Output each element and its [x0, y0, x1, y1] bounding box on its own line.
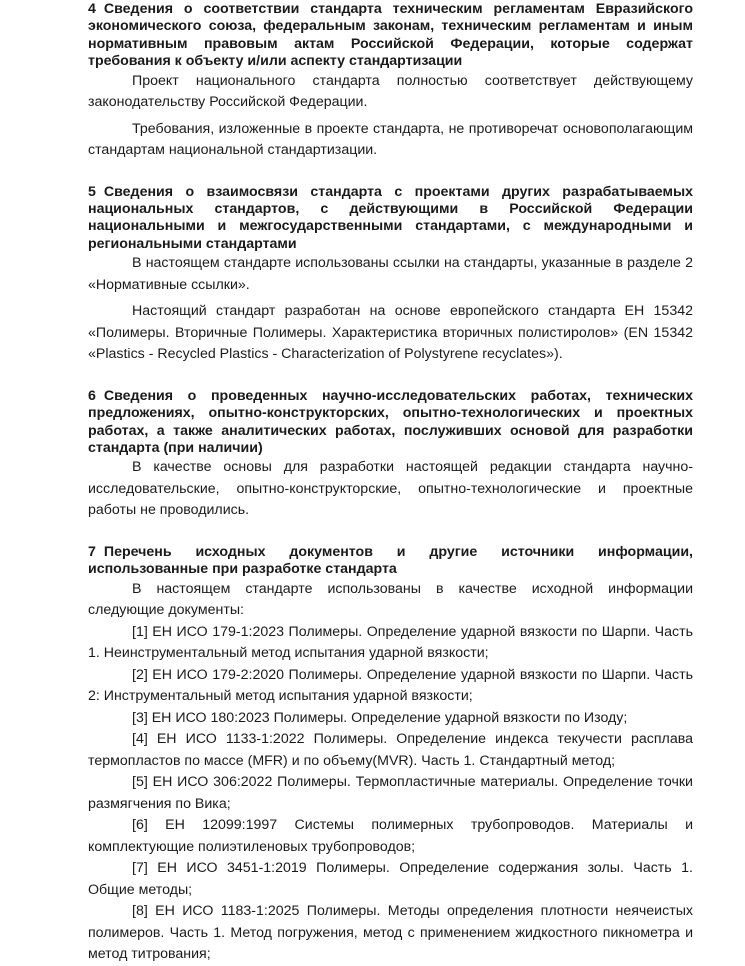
- reference-item: [5] ЕН ИСО 306:2022 Полимеры. Термопластичные материалы. Определение точки размягчения по Вика;: [88, 774, 693, 812]
- section-title: Сведения о соответствии стандарта техническим регламентам Евразийского экономического союза, федеральным законам, техническим регламентам и иным нормативным правовым актам Российской Федерации, которые содержат требования к объекту и/или аспекту стандартизации: [88, 1, 693, 70]
- section-heading: [88, 1, 693, 71]
- paragraph: Проект национального стандарта полностью соответствует действующему законодательству Российской Федерации.: [88, 72, 693, 111]
- reference-item: [8] ЕН ИСО 1183-1:2025 Полимеры. Методы определения плотности неячеистых полимеров. Часть 1. Метод погружения, метод с применением жидкостного пикнометра и метод титрования;: [88, 903, 693, 963]
- section-4: [88, 1, 693, 162]
- paragraph: В настоящем стандарте использованы в качестве исходной информации следующие документы:: [88, 580, 693, 619]
- section-7: [88, 544, 693, 966]
- section-title: Сведения о взаимосвязи стандарта с проектами других разрабатываемых национальных стандартов, с действующими в Российской Федерации национальными и межгосударственными стандартами, с международными и региональными стандартами: [88, 183, 693, 252]
- reference-item: [6] ЕН 12099:1997 Системы полимерных трубопроводов. Материалы и комплектующие полиэтиленовых трубопроводов;: [88, 817, 693, 855]
- section-title: Перечень исходных документов и другие источники информации, использованные при разработке стандарта: [88, 543, 693, 578]
- section-number: 6: [88, 387, 96, 404]
- section-heading: [88, 544, 693, 579]
- reference-list: [88, 622, 693, 966]
- section-heading: [88, 388, 693, 458]
- paragraph: В настоящем стандарте использованы ссылки на стандарты, указанные в разделе 2 «Нормативные ссылки».: [88, 255, 693, 293]
- paragraph: Требования, изложенные в проекте стандарта, не противоречат основополагающим стандартам национальной стандартизации.: [88, 120, 693, 159]
- document-content: [88, 1, 693, 966]
- reference-item: [2] ЕН ИСО 179-2:2020 Полимеры. Определение ударной вязкости по Шарпи. Часть 2: Инструментальный метод испытания ударной вязкости;: [88, 666, 693, 705]
- section-number: 5: [88, 183, 96, 200]
- section-title: Сведения о проведенных научно-исследовательских работах, технических предложениях, опытно-конструкторских, опытно-технологических и проектных работах, а также аналитических работах, послуживших основой для разработки стандарта (при наличии): [88, 387, 693, 456]
- section-6: [88, 388, 693, 522]
- section-number: 7: [88, 543, 96, 560]
- section-heading: [88, 184, 693, 254]
- paragraph: Настоящий стандарт разработан на основе европейского стандарта ЕН 15342 «Полимеры. Вторичные Полимеры. Характеристика вторичных полистиролов» (EN 15342 «Plastics - Recycled Plastics - Characterization of Polystyrene recyclates»).: [88, 303, 693, 363]
- section-number: 4: [88, 1, 96, 17]
- reference-item: [4] ЕН ИСО 1133-1:2022 Полимеры. Определение индекса текучести расплава термопластов по массе (MFR) и по объему(MVR). Часть 1. Стандартный метод;: [88, 731, 693, 769]
- reference-item: [1] ЕН ИСО 179-1:2023 Полимеры. Определение ударной вязкости по Шарпи. Часть 1. Неинструментальный метод испытания ударной вязкости;: [88, 623, 693, 662]
- paragraph: В качестве основы для разработки настоящей редакции стандарта научно-исследовательские, опытно-конструкторские, опытно-технологические и проектные работы не проводились.: [88, 459, 693, 519]
- section-5: [88, 184, 693, 366]
- reference-item: [7] ЕН ИСО 3451-1:2019 Полимеры. Определение содержания золы. Часть 1. Общие методы;: [88, 860, 693, 898]
- reference-item: [3] ЕН ИСО 180:2023 Полимеры. Определение ударной вязкости по Изоду;: [132, 709, 628, 726]
